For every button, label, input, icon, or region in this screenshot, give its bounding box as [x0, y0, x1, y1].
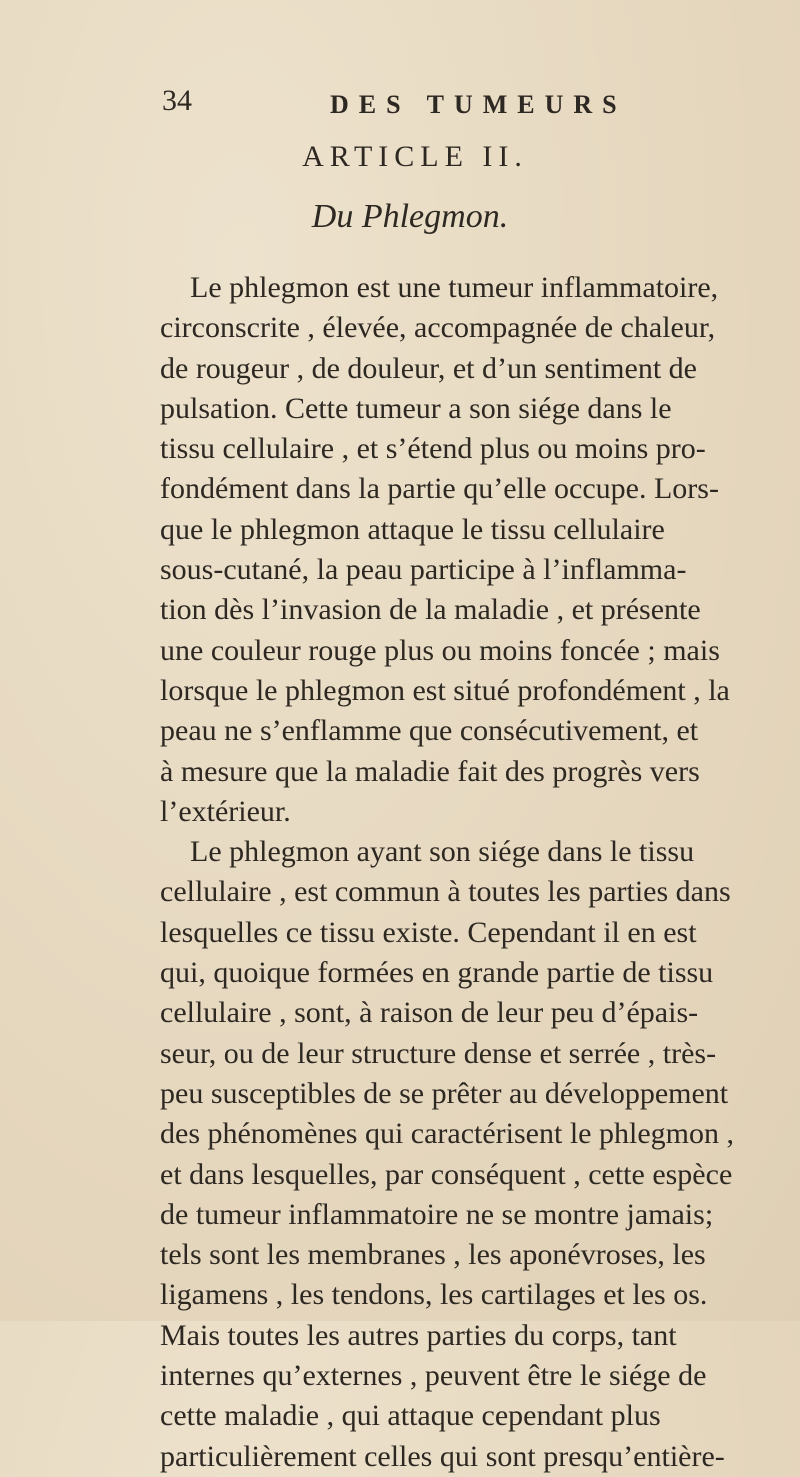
text-line: l’extérieur. — [160, 794, 291, 828]
text-line: seur, ou de leur structure dense et serrée , très- — [160, 1036, 717, 1070]
text-line: tion dès l’invasion de la maladie , et présente — [160, 593, 701, 627]
text-line: de rougeur , de douleur, et d’un sentiment de — [160, 351, 697, 385]
text-line: pulsation. Cette tumeur a son siége dans le — [160, 391, 672, 425]
text-line: peau ne s’enflamme que consécutivement, et — [160, 714, 699, 748]
text-line: Le phlegmon ayant son siége dans le tissu — [190, 835, 695, 869]
text-line: circonscrite , élevée, accompagnée de chaleur, — [160, 311, 716, 345]
text-line: cellulaire , est commun à toutes les parties dans — [160, 875, 731, 909]
text-line: à mesure que la maladie fait des progrès vers — [160, 754, 700, 788]
text-line: que le phlegmon attaque le tissu cellulaire — [160, 512, 665, 546]
text-line: cellulaire , sont, à raison de leur peu d’épais- — [160, 996, 699, 1030]
running-title: DES TUMEURS — [330, 90, 627, 119]
text-line: qui, quoique formées en grande partie de tissu — [160, 956, 714, 990]
text-line: peu susceptibles de se prêter au développement — [160, 1076, 729, 1110]
page-number: 34 — [162, 84, 192, 117]
text-line: Le phlegmon est une tumeur inflammatoire, — [190, 271, 719, 304]
article-heading: ARTICLE II. — [302, 140, 528, 173]
text-line: des phénomènes qui caractérisent le phlegmon , — [160, 1117, 734, 1151]
text-line: lesquelles ce tissu existe. Cependant il en est — [160, 915, 697, 949]
text-line: fondément dans la partie qu’elle occupe. Lors- — [160, 472, 719, 506]
text-line: cette maladie , qui attaque cependant plus — [160, 1399, 661, 1433]
text-line: lorsque le phlegmon est situé profondément , la — [160, 673, 730, 707]
text-line: ligamens , les tendons, les cartilages et les os. — [160, 1278, 708, 1312]
running-head — [162, 84, 662, 124]
article-title: Du Phlegmon. — [311, 198, 509, 235]
text-line: tels sont les membranes , les aponévroses, les — [160, 1238, 706, 1272]
text-line: Mais toutes les autres parties du corps, tant — [160, 1318, 677, 1352]
body-text — [160, 268, 800, 1477]
text-line: internes qu’externes , peuvent être le siége de — [160, 1359, 707, 1393]
text-line: et dans lesquelles, par conséquent , cette espèce — [160, 1157, 733, 1191]
text-line: particulièrement celles qui sont presqu’entière- — [160, 1439, 725, 1473]
text-line: une couleur rouge plus ou moins foncée ; mais — [160, 633, 720, 667]
text-line: tissu cellulaire , et s’étend plus ou moins pro- — [160, 432, 706, 466]
text-line: de tumeur inflammatoire ne se montre jamais; — [160, 1197, 714, 1231]
text-line: sous-cutané, la peau participe à l’inflamma- — [160, 553, 687, 587]
